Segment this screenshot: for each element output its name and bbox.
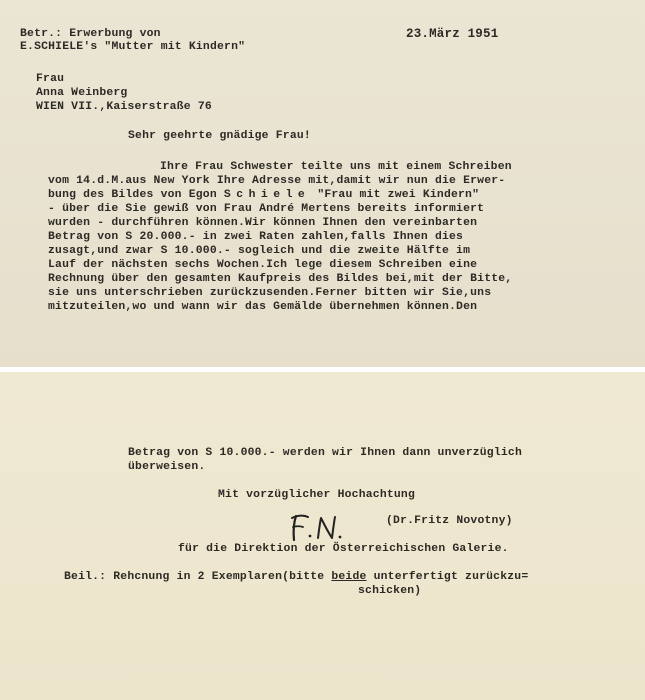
enclosure-text: unterfertigt zurückzu= [366, 571, 529, 583]
recipient-name: Anna Weinberg [36, 87, 128, 99]
artist-name-spaced: Schiele [223, 189, 311, 201]
continuation-line: überweisen. [128, 461, 206, 473]
body-line: Betrag von S 20.000.- in zwei Raten zahlen,falls Ihnen dies [48, 231, 464, 243]
continuation-line: Betrag von S 10.000.- werden wir Ihnen dann unverzüglich [128, 447, 522, 459]
subject-line-1: Betr.: Erwerbung von [20, 28, 161, 40]
signer-name: (Dr.Fritz Novotny) [386, 515, 513, 527]
body-line: Lauf der nächsten sechs Wochen.Ich lege diesem Schreiben eine [48, 259, 478, 271]
letter-date: 23.März 1951 [406, 27, 499, 41]
greeting: Sehr geehrte gnädige Frau! [128, 130, 311, 142]
body-line: mitzuteilen,wo und wann wir das Gemälde übernehmen können.Den [48, 301, 478, 313]
body-line: sie uns unterschrieben zurückzusenden.Ferner bitten wir Sie,uns [48, 287, 492, 299]
artwork-title: "Frau mit zwei Kindern" [317, 189, 480, 201]
institution-line: für die Direktion der Österreichischen Galerie. [178, 543, 509, 555]
recipient-address: WIEN VII.,Kaiserstraße 76 [36, 101, 212, 113]
closing-phrase: Mit vorzüglicher Hochachtung [218, 489, 415, 501]
handwritten-signature-icon [288, 512, 348, 544]
body-line: wurden - durchführen können.Wir können Ihnen den vereinbarten [48, 217, 478, 229]
body-line: Ihre Frau Schwester teilte uns mit einem Schreiben [160, 161, 512, 173]
body-line: - über die Sie gewiß von Frau André Mertens bereits informiert [48, 203, 485, 215]
enclosure-emphasis: beide [331, 571, 367, 583]
subject-line-2: E.SCHIELE's "Mutter mit Kindern" [20, 41, 246, 53]
enclosure-line-2: schicken) [358, 585, 422, 597]
enclosure-line-1 [64, 570, 528, 584]
recipient-title: Frau [36, 73, 65, 85]
body-line: Rechnung über den gesamten Kaufpreis des Bildes bei,mit der Bitte, [48, 273, 513, 285]
enclosure-text: Beil.: Rehcnung in 2 Exemplaren(bitte [64, 571, 332, 583]
body-line: zusagt,und zwar S 10.000.- sogleich und die zweite Hälfte im [48, 245, 471, 257]
body-text: bung des Bildes von Egon [48, 189, 217, 201]
body-line: vom 14.d.M.aus New York Ihre Adresse mit,damit wir nun die Erwer- [48, 175, 506, 187]
body-line-artist [48, 188, 479, 202]
